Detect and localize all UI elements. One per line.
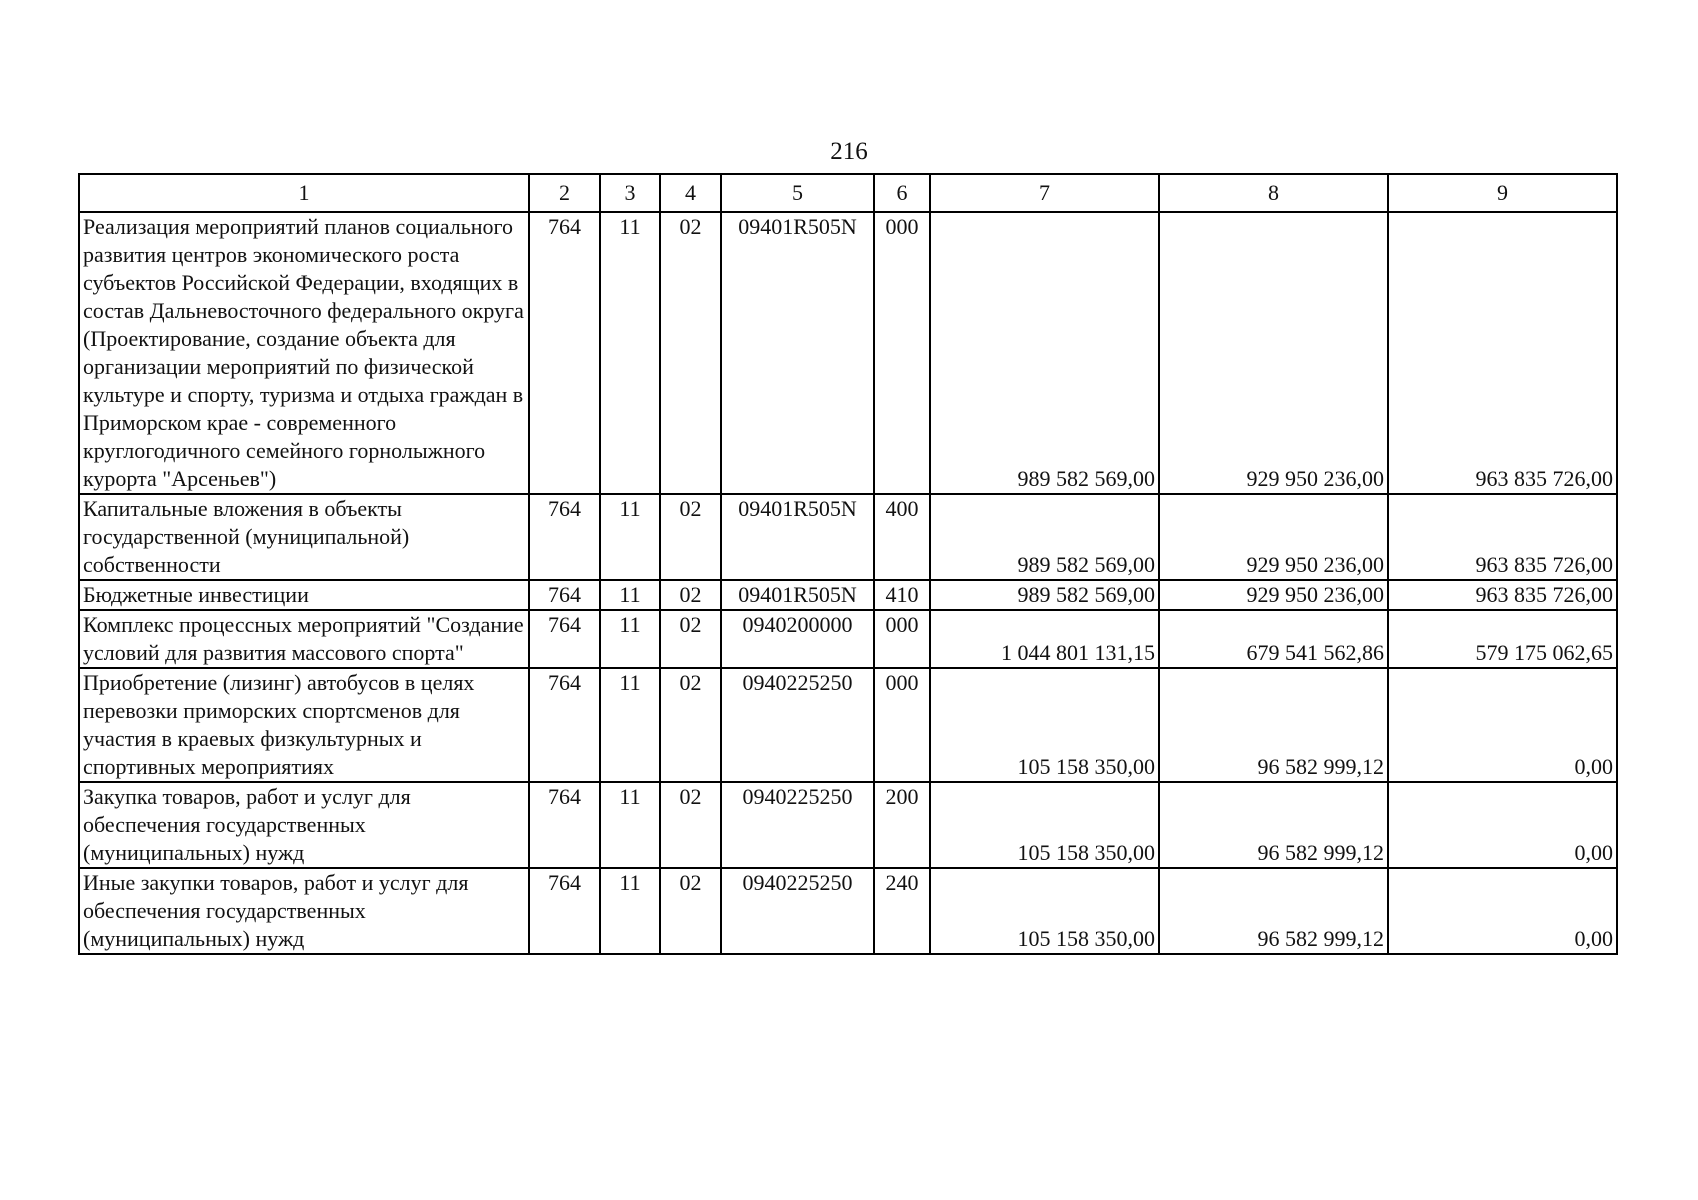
table-row xyxy=(79,868,1617,954)
cell-amount-col7: 1 044 801 131,15 xyxy=(930,610,1159,668)
cell-ministry-code: 764 xyxy=(529,668,600,782)
cell-amount-col9: 0,00 xyxy=(1388,868,1617,954)
column-header: 4 xyxy=(660,174,721,212)
cell-section-code: 11 xyxy=(600,868,660,954)
cell-section-code: 11 xyxy=(600,610,660,668)
cell-amount-col9: 963 835 726,00 xyxy=(1388,494,1617,580)
header-row xyxy=(79,174,1617,212)
table-row xyxy=(79,212,1617,494)
table-row xyxy=(79,610,1617,668)
row-name: Закупка товаров, работ и услуг для обеспечения государственных (муниципальных) нужд xyxy=(79,782,529,868)
column-header: 1 xyxy=(79,174,529,212)
cell-amount-col7: 105 158 350,00 xyxy=(930,868,1159,954)
cell-amount-col9: 963 835 726,00 xyxy=(1388,212,1617,494)
cell-target-article: 09401R505N xyxy=(721,494,874,580)
cell-amount-col9: 0,00 xyxy=(1388,782,1617,868)
cell-amount-col9: 579 175 062,65 xyxy=(1388,610,1617,668)
cell-amount-col7: 989 582 569,00 xyxy=(930,580,1159,610)
cell-amount-col8: 96 582 999,12 xyxy=(1159,668,1388,782)
cell-subsection-code: 02 xyxy=(660,782,721,868)
cell-subsection-code: 02 xyxy=(660,610,721,668)
cell-amount-col9: 963 835 726,00 xyxy=(1388,580,1617,610)
table-row xyxy=(79,668,1617,782)
cell-ministry-code: 764 xyxy=(529,610,600,668)
table-row xyxy=(79,494,1617,580)
cell-ministry-code: 764 xyxy=(529,782,600,868)
cell-section-code: 11 xyxy=(600,782,660,868)
row-name: Комплекс процессных мероприятий "Создание условий для развития массового спорта" xyxy=(79,610,529,668)
cell-subsection-code: 02 xyxy=(660,668,721,782)
row-name: Реализация мероприятий планов социального развития центров экономического роста субъектов Российской Федерации, входящих в состав Дальневосточного федерального округа (Проектирование, создание объекта для организации мероприятий по физической культуре и спорту, туризма и отдыха граждан в Приморском крае - современного круглогодичного семейного горнолыжного курорта "Арсеньев") xyxy=(79,212,529,494)
column-header: 3 xyxy=(600,174,660,212)
cell-expense-type: 000 xyxy=(874,610,930,668)
row-name: Бюджетные инвестиции xyxy=(79,580,529,610)
cell-expense-type: 240 xyxy=(874,868,930,954)
page-number: 216 xyxy=(830,138,868,165)
cell-expense-type: 000 xyxy=(874,668,930,782)
cell-subsection-code: 02 xyxy=(660,868,721,954)
cell-section-code: 11 xyxy=(600,580,660,610)
cell-expense-type: 000 xyxy=(874,212,930,494)
cell-subsection-code: 02 xyxy=(660,494,721,580)
cell-target-article: 0940200000 xyxy=(721,610,874,668)
cell-amount-col8: 929 950 236,00 xyxy=(1159,212,1388,494)
column-header: 2 xyxy=(529,174,600,212)
cell-target-article: 0940225250 xyxy=(721,868,874,954)
cell-ministry-code: 764 xyxy=(529,868,600,954)
row-name: Приобретение (лизинг) автобусов в целях перевозки приморских спортсменов для участия в краевых физкультурных и спортивных мероприятиях xyxy=(79,668,529,782)
cell-subsection-code: 02 xyxy=(660,212,721,494)
cell-ministry-code: 764 xyxy=(529,580,600,610)
cell-subsection-code: 02 xyxy=(660,580,721,610)
cell-amount-col8: 96 582 999,12 xyxy=(1159,868,1388,954)
table-row xyxy=(79,580,1617,610)
column-header: 8 xyxy=(1159,174,1388,212)
cell-amount-col7: 105 158 350,00 xyxy=(930,782,1159,868)
budget-table xyxy=(78,173,1618,955)
cell-section-code: 11 xyxy=(600,212,660,494)
cell-expense-type: 400 xyxy=(874,494,930,580)
cell-amount-col7: 105 158 350,00 xyxy=(930,668,1159,782)
cell-amount-col7: 989 582 569,00 xyxy=(930,494,1159,580)
cell-target-article: 0940225250 xyxy=(721,668,874,782)
cell-expense-type: 200 xyxy=(874,782,930,868)
cell-ministry-code: 764 xyxy=(529,494,600,580)
cell-target-article: 09401R505N xyxy=(721,580,874,610)
cell-amount-col8: 96 582 999,12 xyxy=(1159,782,1388,868)
column-header: 9 xyxy=(1388,174,1617,212)
column-header: 6 xyxy=(874,174,930,212)
cell-amount-col8: 679 541 562,86 xyxy=(1159,610,1388,668)
cell-amount-col8: 929 950 236,00 xyxy=(1159,580,1388,610)
cell-ministry-code: 764 xyxy=(529,212,600,494)
row-name: Иные закупки товаров, работ и услуг для обеспечения государственных (муниципальных) нужд xyxy=(79,868,529,954)
cell-amount-col8: 929 950 236,00 xyxy=(1159,494,1388,580)
cell-target-article: 0940225250 xyxy=(721,782,874,868)
column-header: 5 xyxy=(721,174,874,212)
row-name: Капитальные вложения в объекты государственной (муниципальной) собственности xyxy=(79,494,529,580)
cell-amount-col9: 0,00 xyxy=(1388,668,1617,782)
cell-target-article: 09401R505N xyxy=(721,212,874,494)
cell-amount-col7: 989 582 569,00 xyxy=(930,212,1159,494)
column-header: 7 xyxy=(930,174,1159,212)
cell-section-code: 11 xyxy=(600,668,660,782)
cell-section-code: 11 xyxy=(600,494,660,580)
table-row xyxy=(79,782,1617,868)
cell-expense-type: 410 xyxy=(874,580,930,610)
